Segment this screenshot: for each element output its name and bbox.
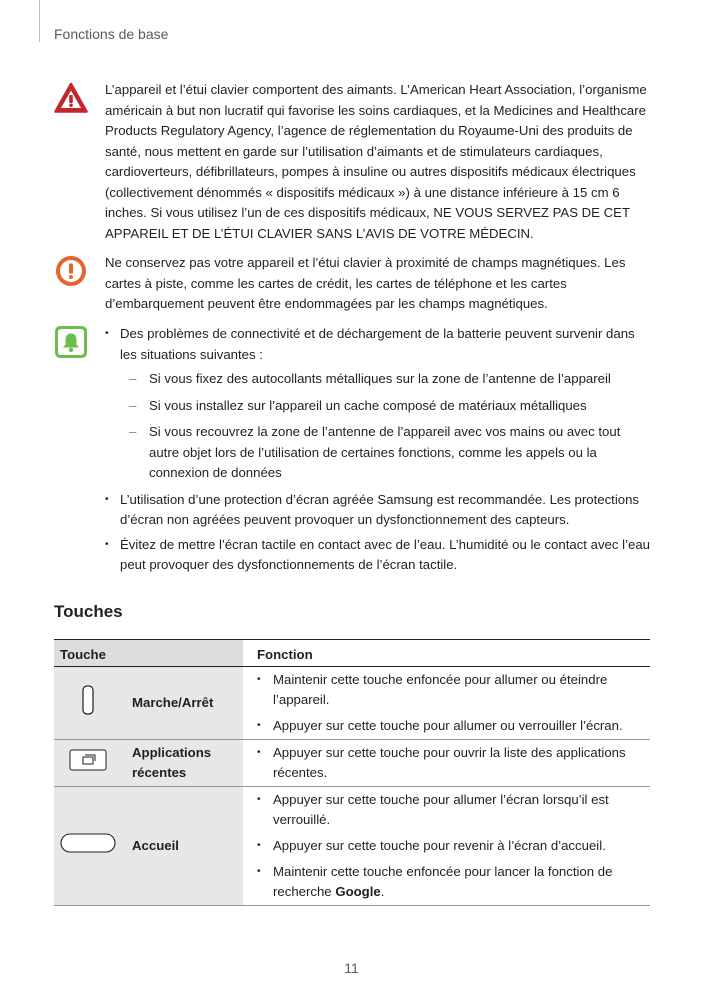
function-item xyxy=(257,862,646,902)
keys-table xyxy=(54,639,650,906)
table-row xyxy=(54,740,650,787)
key-icon-cell xyxy=(54,667,122,740)
header-key: Touche xyxy=(54,640,243,667)
key-name: Accueil xyxy=(122,787,243,906)
function-item-suffix: . xyxy=(380,884,385,899)
note-subitem: – Si vous installez sur l’appareil un cache composé de matériaux métalliques xyxy=(120,396,653,417)
warning-icon xyxy=(54,82,88,121)
note-sublist xyxy=(120,369,653,484)
key-functions xyxy=(243,667,650,740)
key-name: Marche/Arrêt xyxy=(122,667,243,740)
section-header: Fonctions de base xyxy=(54,26,169,42)
note-subitem: – Si vous fixez des autocollants métalliques sur la zone de l’antenne de l’appareil xyxy=(120,369,653,390)
caution-text: Ne conservez pas votre appareil et l’étui clavier à proximité de champs magnétiques. Les cartes à piste, comme les cartes de crédit, les cartes de téléphone et les cartes d’embarquement peuvent être endommagées par les champs magnétiques. xyxy=(105,255,626,311)
header-function: Fonction xyxy=(243,640,650,667)
warning-block xyxy=(105,80,653,244)
note-item: • L’utilisation d’une protection d’écran agréée Samsung est recommandée. Les protections d’écran non agréées peuvent provoquer un dysfonctionnement des capteurs. xyxy=(105,490,653,531)
key-icon-cell xyxy=(54,740,122,787)
function-item: • Appuyer sur cette touche pour allumer ou verrouiller l’écran. xyxy=(257,716,646,736)
note-item: • Évitez de mettre l’écran tactile en contact avec de l’eau. L’humidité ou le contact avec l’eau peut provoquer des dysfonctionnements de l’écran tactile. xyxy=(105,535,653,576)
function-item: • Maintenir cette touche enfoncée pour allumer ou éteindre l’appareil. xyxy=(257,670,646,710)
function-item: • Appuyer sur cette touche pour ouvrir la liste des applications récentes. xyxy=(257,743,646,783)
google-label: Google xyxy=(335,884,381,899)
note-item-text: Des problèmes de connectivité et de déchargement de la batterie peuvent survenir dans les situations suivantes : xyxy=(120,326,635,362)
table-header-row xyxy=(54,640,650,667)
function-item: • Appuyer sur cette touche pour revenir à l’écran d’accueil. xyxy=(257,836,646,856)
page-number: 11 xyxy=(344,960,359,976)
function-item-text: Maintenir cette touche enfoncée pour lancer la fonction de recherche xyxy=(273,864,613,899)
caution-block xyxy=(105,253,653,315)
recent-apps-key-icon xyxy=(69,759,107,774)
power-key-icon xyxy=(81,703,95,718)
table-row xyxy=(54,667,650,740)
notes-block xyxy=(105,324,653,580)
warning-text: L’appareil et l’étui clavier comportent des aimants. L’American Heart Association, l’organisme américain à but non lucratif qui favorise les soins cardiaques, et la Medicines and Healthcare Products Regulatory Agency, l’agence de réglementation du Royaume-Uni des produits de santé, nous mettent en garde sur l’utilisation d’aimants et de stimulateurs cardiaques, cardioverteurs, défibrillateurs, pompes à insuline ou autres dispositifs médicaux électriques (collectivement dénommés « dispositifs médicaux ») à une distance inférieure à 15 cm 6 inches. Si vous utilisez l’un de ces dispositifs médicaux, NE VOUS SERVEZ PAS DE CET APPAREIL ET DE L’ÉTUI CLAVIER SANS L’AVIS DE VOTRE MÉDECIN. xyxy=(105,82,647,241)
note-item xyxy=(105,324,653,484)
header-rule xyxy=(39,0,40,42)
key-icon-cell xyxy=(54,787,122,906)
caution-icon xyxy=(55,255,87,294)
key-name: Applications récentes xyxy=(122,740,243,787)
key-functions xyxy=(243,740,650,787)
function-item: • Appuyer sur cette touche pour allumer l’écran lorsqu’il est verrouillé. xyxy=(257,790,646,830)
home-key-icon xyxy=(60,841,116,856)
key-functions xyxy=(243,787,650,906)
table-row xyxy=(54,787,650,906)
note-icon xyxy=(55,326,87,365)
note-subitem: – Si vous recouvrez la zone de l’antenne de l’appareil avec vos mains ou avec tout autre objet lors de l’utilisation de certaines fonctions, comme les appels ou la connexion de données xyxy=(120,422,653,484)
section-title: Touches xyxy=(54,602,123,621)
notes-list xyxy=(105,324,653,576)
